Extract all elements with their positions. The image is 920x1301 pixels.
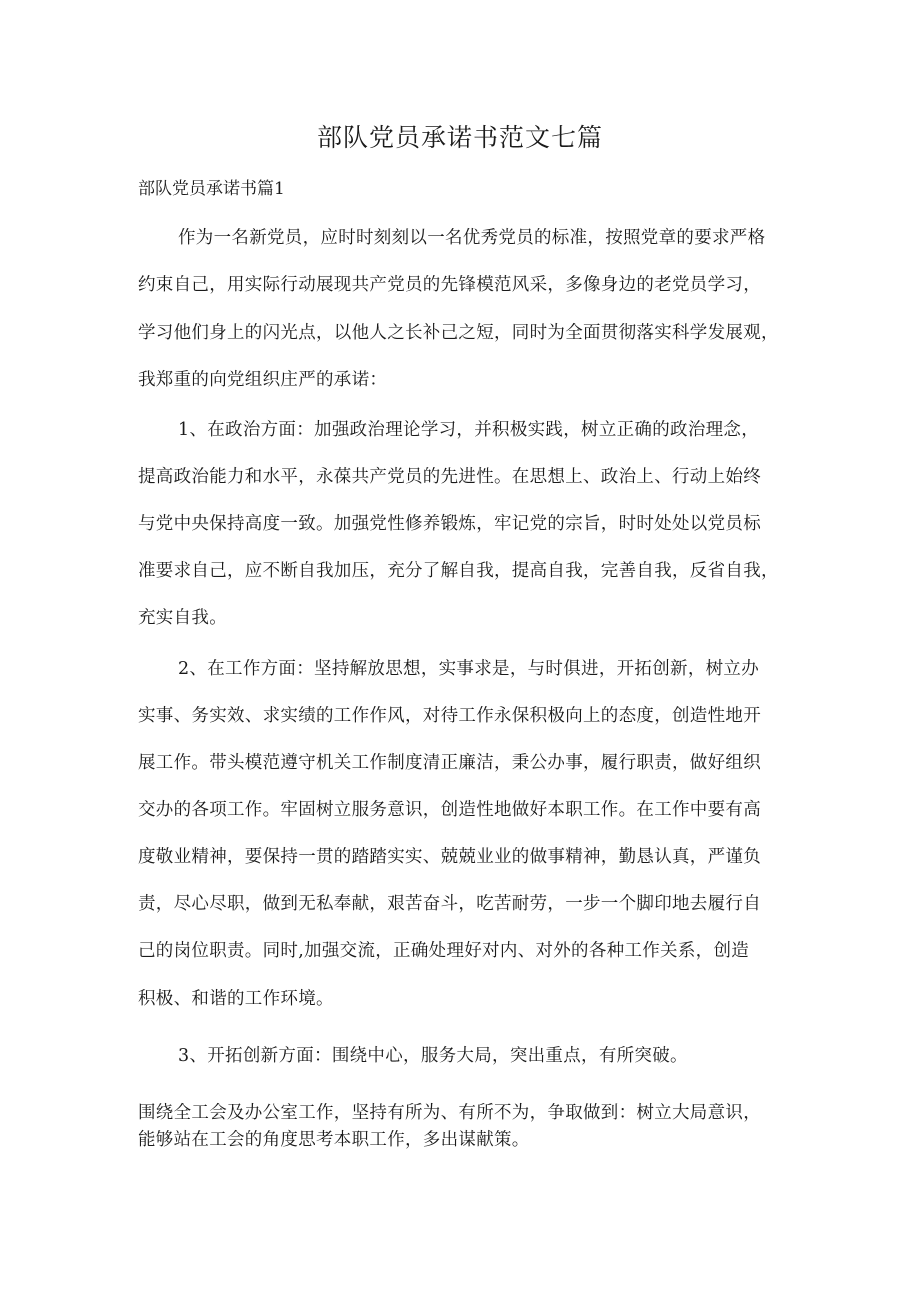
paragraph-line: 充实自我。: [138, 608, 227, 628]
paragraph-line: 交办的各项工作。牢固树立服务意识，创造性地做好本职工作。在工作中要有高: [138, 800, 761, 820]
section-heading: 部队党员承诺书篇1: [138, 179, 285, 199]
paragraph-line: 己的岗位职责。同时,加强交流，正确处理好对内、对外的各种工作关系，创造: [138, 941, 750, 961]
paragraph-line: 学习他们身上的闪光点，以他人之长补己之短，同时为全面贯彻落实科学发展观，: [138, 323, 779, 343]
document-title: 部队党员承诺书范文七篇: [316, 123, 603, 152]
paragraph-line: 积极、和谐的工作环境。: [138, 989, 334, 1009]
paragraph-line: 准要求自己，应不断自我加压，充分了解自我，提高自我，完善自我，反省自我，: [138, 561, 779, 581]
paragraph-line: 展工作。带头模范遵守机关工作制度清正廉洁，秉公办事，履行职责，做好组织: [138, 753, 761, 773]
paragraph-line: 实事、务实效、求实绩的工作作风，对待工作永保积极向上的态度，创造性地开: [138, 706, 761, 726]
paragraph-line: 3、开拓创新方面：围绕中心，服务大局，突出重点，有所突破。: [178, 1046, 688, 1066]
paragraph-line: 1、在政治方面：加强政治理论学习，并积极实践，树立正确的政治理念，: [178, 420, 760, 440]
paragraph-line: 约束自己，用实际行动展现共产党员的先锋模范风采，多像身边的老党员学习，: [138, 275, 761, 295]
paragraph-line: 作为一名新党员，应时时刻刻以一名优秀党员的标准，按照党章的要求严格: [178, 228, 766, 248]
paragraph-line: 提高政治能力和水平，永葆共产党员的先进性。在思想上、政治上、行动上始终: [138, 467, 761, 487]
paragraph-line: 能够站在工会的角度思考本职工作，多出谋献策。: [138, 1130, 530, 1150]
paragraph-line: 责，尽心尽职，做到无私奉献，艰苦奋斗，吃苦耐劳，一步一个脚印地去履行自: [138, 894, 761, 914]
paragraph-line: 度敬业精神，要保持一贯的踏踏实实、兢兢业业的做事精神，勤恳认真，严谨负: [138, 847, 761, 867]
paragraph-line: 与党中央保持高度一致。加强党性修养锻炼，牢记党的宗旨，时时处处以党员标: [138, 514, 761, 534]
paragraph-line: 围绕全工会及办公室工作，坚持有所为、有所不为，争取做到：树立大局意识，: [138, 1103, 761, 1123]
paragraph-line: 我郑重的向党组织庄严的承诺：: [138, 370, 388, 390]
paragraph-line: 2、在工作方面：坚持解放思想，实事求是，与时俱进，开拓创新，树立办: [178, 659, 760, 679]
